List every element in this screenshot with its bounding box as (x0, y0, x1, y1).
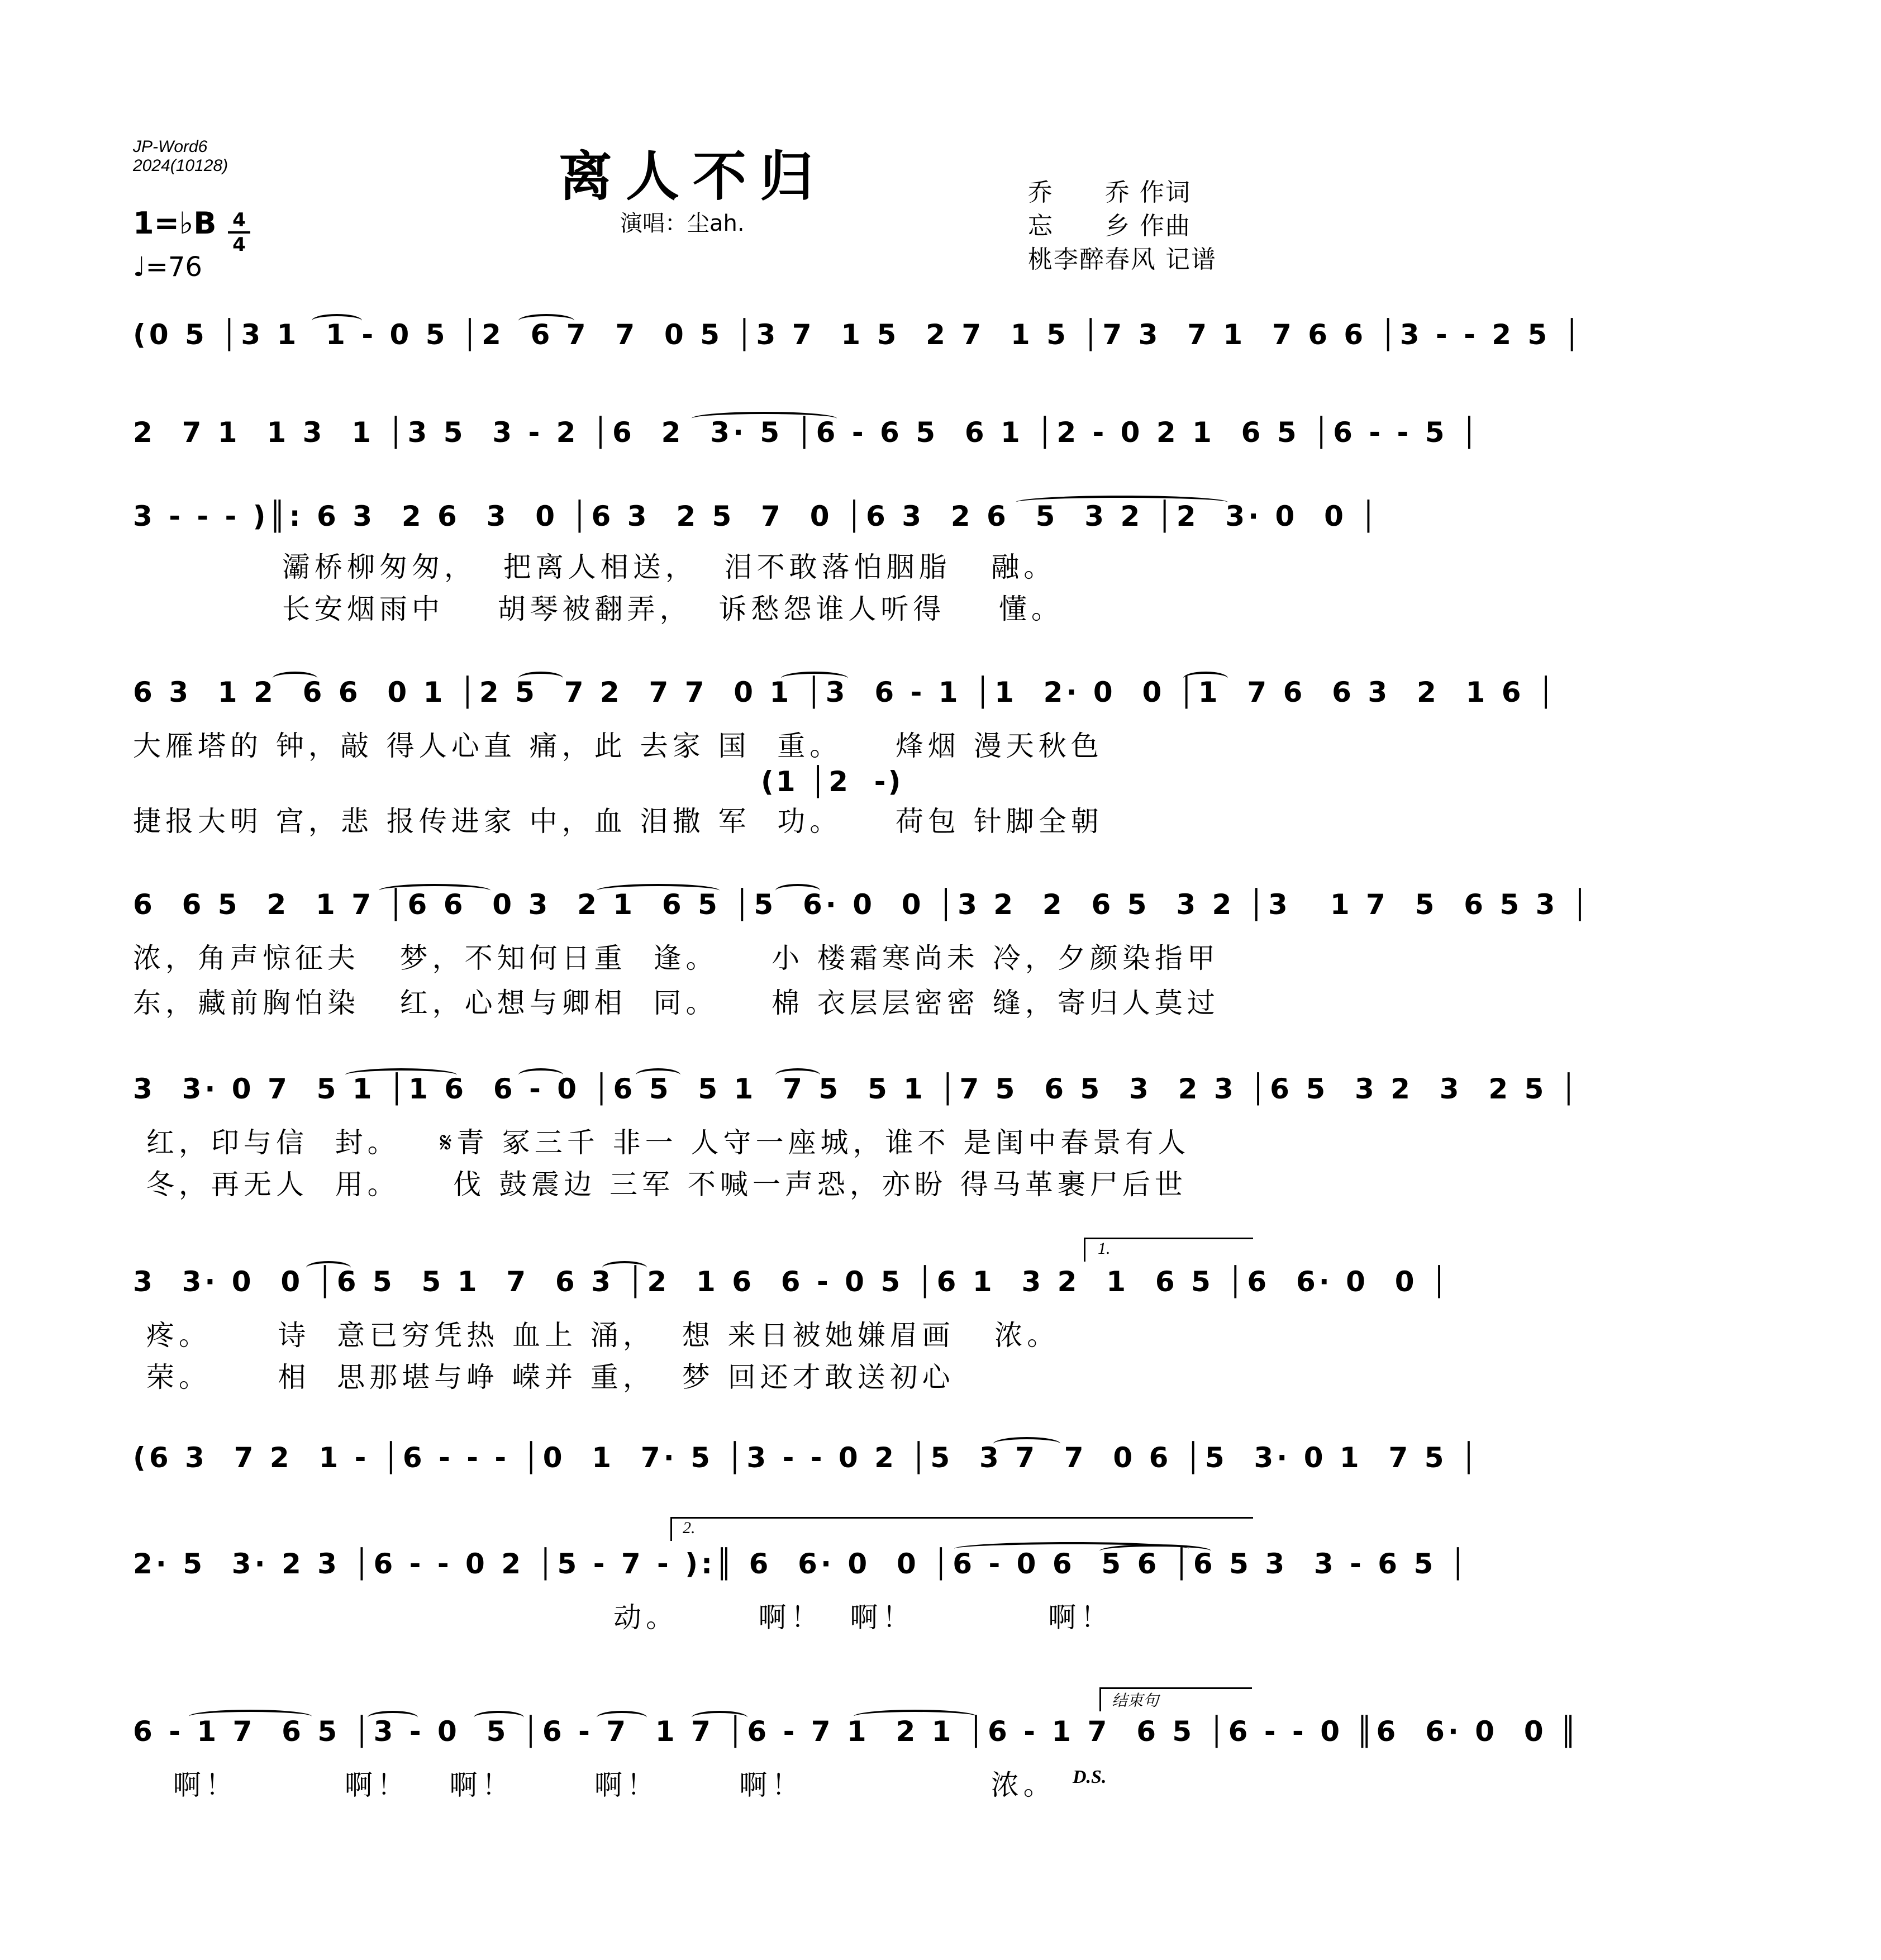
software-label: JP-Word6 (133, 137, 208, 156)
notation: (6 3 7 2 1 - │6 - - - │0 1 7· 5 │3 - - 0 2 │5 3 7 7 0 6 │5 3· 0 1 7 5 │ (133, 1442, 1481, 1474)
lyric-verse-1: 疼。 诗 意已穷凭热 血上 涌， 想 来日被她嫌眉画 浓。 (133, 1319, 1060, 1352)
lyric-verse-2: 荣。 相 思那堪与峥 嵘并 重， 梦 回还才敢送初心 (133, 1361, 955, 1393)
slur (775, 884, 820, 897)
slur (1099, 1544, 1211, 1558)
credit-name: 桃李醉春风 (1028, 245, 1156, 274)
coda-label: 结束句 (1112, 1691, 1159, 1710)
slur (636, 1068, 680, 1082)
volta-label-1: 1. (1098, 1239, 1111, 1258)
notation: 2· 5 3· 2 3 │6 - - 0 2 │5 - 7 - ):║ 6 6· 0 0 │6 - 0 6 5 6 │6 5 3 3 - 6 5 │ (133, 1548, 1470, 1580)
slur (597, 1711, 647, 1724)
lyric-verse-1: 红，印与信 封。 𝄋青 冢三千 非一 人守一座城，谁不 是闺中春景有人 (133, 1126, 1190, 1159)
tempo-marking: ♩=76 (133, 251, 202, 283)
slur (597, 884, 720, 897)
notation: 6 3 1 2 6 6 0 1 │2 5 7 2 7 7 0 1 │3 6 - 1 │1 2· 0 0 │1 7 6 6 3 2 1 6 │ (133, 676, 1558, 708)
lyric-verse-1: 啊！ 啊！ 啊！ 啊！ 啊！ 浓。 (133, 1769, 1056, 1801)
slur (368, 1711, 418, 1724)
score-row-7 (133, 1266, 1451, 1310)
time-signature (228, 210, 250, 255)
credit-role: 作曲 (1140, 212, 1191, 240)
credit-transcriber (1028, 239, 1217, 275)
slur (518, 672, 563, 685)
score-row-5 (133, 888, 1592, 933)
lyric-verse-1: 动。 啊！ 啊！ 啊！ (133, 1601, 1113, 1634)
score-row-10 (133, 1715, 1580, 1760)
credit-role: 作词 (1140, 178, 1191, 207)
lyric-verse-2: 捷报大明 宫，悲 报传进家 中，血 泪撒 军 功。 荷包 针脚全朝 (133, 805, 1103, 838)
credit-composer (1028, 206, 1191, 241)
notation: (0 5 │3 1 1 - 0 5 │2 6 7 7 0 5 │3 7 1 5 2 7 1 5 │7 3 7 1 7 6 6 │3 - - 2 5 │ (133, 318, 1584, 351)
credit-name: 忘 乡 (1028, 212, 1131, 240)
lyric-verse-2: 长安烟雨中 胡琴被翻弄， 诉愁怨谁人听得 懂。 (282, 593, 1064, 625)
score-row-3 (133, 500, 1380, 545)
notation: 6 6 5 2 1 7 │6 6 0 3 2 1 6 5 │5 6· 0 0 │3 2 2 6 5 3 2 │3 1 7 5 6 5 3 │ (133, 888, 1592, 921)
slur (518, 1068, 563, 1082)
slur (1183, 672, 1228, 685)
notation: 3 3· 0 7 5 1 │1 6 6 - 0 │6 5 5 1 7 5 5 1 │7 5 6 5 3 2 3 │6 5 3 2 3 2 5 │ (133, 1073, 1580, 1105)
version-label: 2024(10128) (133, 156, 228, 175)
slur (189, 1710, 312, 1723)
slur (781, 672, 848, 685)
slur (1016, 496, 1228, 509)
credit-role: 记谱 (1165, 245, 1217, 274)
score-row-8 (133, 1442, 1481, 1486)
time-denominator: 4 (232, 234, 246, 256)
alternate-ending: (1 │2 -) (761, 765, 903, 798)
slur (602, 1261, 647, 1274)
notation: 2 7 1 1 3 1 │3 5 3 - 2 │6 2 3· 5 │6 - 6 5 6 1 │2 - 0 2 1 6 5 │6 - - 5 │ (133, 416, 1481, 449)
credit-name: 乔 乔 (1028, 178, 1131, 207)
time-numerator: 4 (232, 209, 246, 231)
slur (854, 1710, 977, 1723)
notation: 3 - - - )║: 6 3 2 6 3 0 │6 3 2 5 7 0 │6 3 2 6 5 3 2 │2 3· 0 0 │ (133, 500, 1380, 532)
score-row-1 (133, 318, 1584, 363)
volta-label-2: 2. (683, 1519, 696, 1537)
slur (993, 1437, 1060, 1450)
slur (692, 1711, 747, 1724)
slur (345, 1068, 457, 1082)
volta-bracket-2 (670, 1517, 1253, 1541)
slur (518, 314, 574, 327)
key-signature: 1=♭B (133, 206, 217, 241)
slur (474, 1711, 524, 1724)
score-row-9 (133, 1548, 1470, 1592)
slur (692, 412, 837, 425)
page-title: 离人不归 (559, 145, 827, 208)
credit-lyricist (1028, 172, 1191, 208)
lyric-verse-2: 冬，再无人 用。 伐 鼓震边 三军 不喊一声恐，亦盼 得马革裹尸后世 (133, 1168, 1187, 1201)
notation: 6 - 1 7 6 5 │3 - 0 5 │6 - 7 1 7 │6 - 7 1 2 1 │6 - 1 7 6 5 │6 - - 0 ║6 6· 0 0 ║ (133, 1715, 1580, 1748)
notation: 3 3· 0 0 │6 5 5 1 7 6 3 │2 1 6 6 - 0 5 │6 1 3 2 1 6 5 │6 6· 0 0 │ (133, 1266, 1451, 1298)
lyric-verse-1: 大雁塔的 钟，敲 得人心直 痛，此 去家 国 重。 烽烟 漫天秋色 (133, 730, 1103, 762)
performer: 演唱：尘ah. (620, 211, 745, 236)
dal-segno-marking: D.S. (1073, 1767, 1107, 1787)
slur (379, 884, 491, 897)
slur (312, 314, 362, 327)
score-row-4 (133, 676, 1558, 721)
score-row-2 (133, 416, 1481, 461)
score-row-6 (133, 1073, 1580, 1117)
lyric-verse-2: 东，藏前胸怕染 红，心想与卿相 同。 棉 衣层层密密 缝，寄归人莫过 (133, 987, 1220, 1019)
lyric-verse-1: 灞桥柳匆匆， 把离人相送， 泪不敢落怕胭脂 融。 (282, 551, 1056, 583)
slur (306, 1261, 351, 1274)
slur (273, 672, 317, 685)
slur (775, 1068, 820, 1082)
lyric-verse-1: 浓，角声惊征夫 梦，不知何日重 逢。 小 楼霜寒尚未 冷，夕颜染指甲 (133, 942, 1220, 974)
